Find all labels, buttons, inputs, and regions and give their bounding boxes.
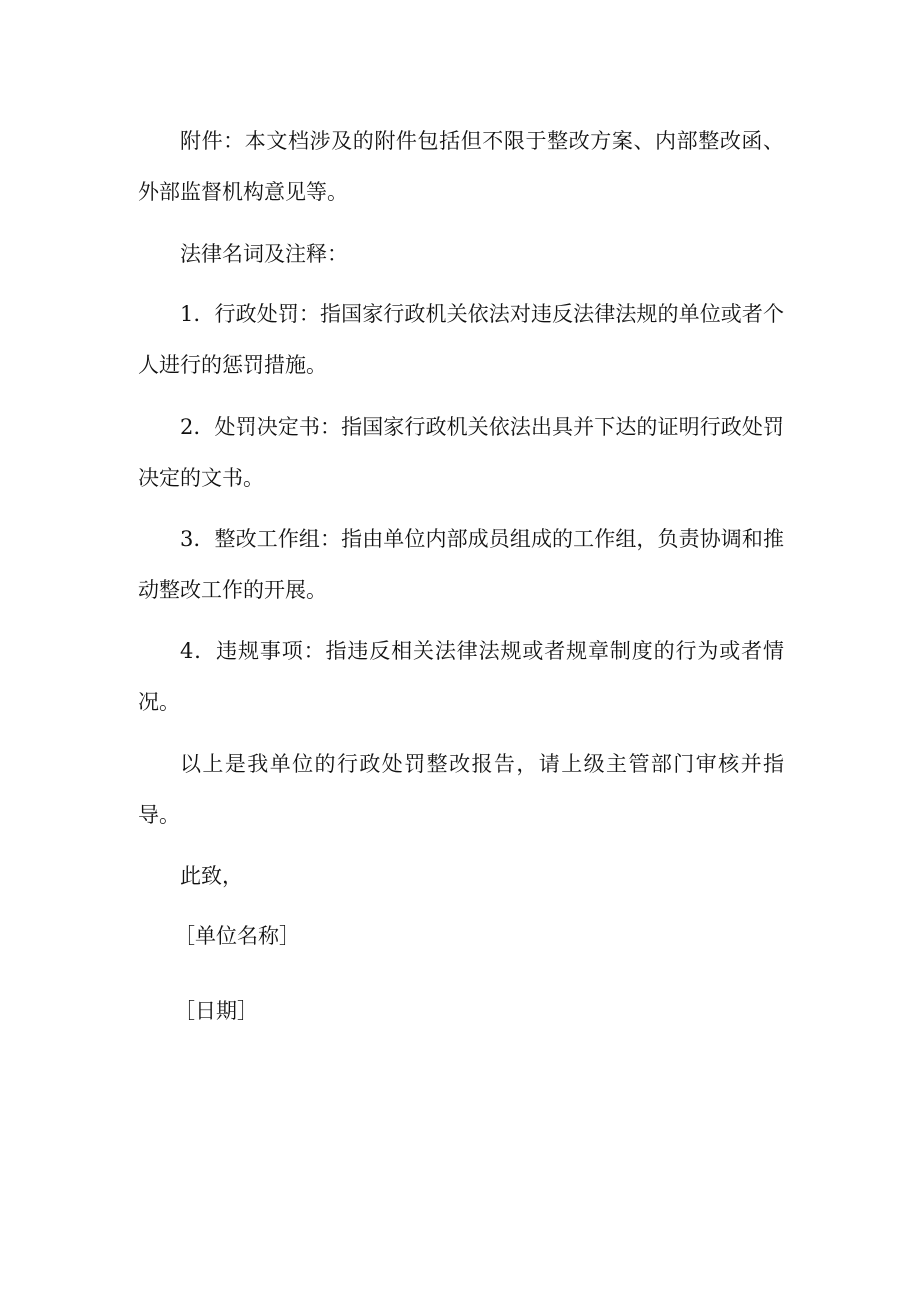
term-item: 2．处罚决定书：指国家行政机关依法出具并下达的证明行政处罚决定的文书。 <box>138 415 784 490</box>
term-item: 4．违规事项：指违反相关法律法规或者规章制度的行为或者情况。 <box>138 639 784 714</box>
salutation: 此致， <box>180 864 243 888</box>
term-item: 1．行政处罚：指国家行政机关依法对违反法律法规的单位或者个人进行的惩罚措施。 <box>138 302 784 377</box>
closing-paragraph: 以上是我单位的行政处罚整改报告，请上级主管部门审核并指导。 <box>138 752 784 827</box>
organization-name: ［单位名称］ <box>174 924 300 948</box>
date-placeholder: ［日期］ <box>174 999 258 1023</box>
term-item: 3．整改工作组：指由单位内部成员组成的工作组，负责协调和推动整改工作的开展。 <box>138 527 784 602</box>
attachments-paragraph: 附件：本文档涉及的附件包括但不限于整改方案、内部整改函、外部监督机构意见等。 <box>138 129 784 204</box>
glossary-heading: 法律名词及注释： <box>180 242 348 266</box>
